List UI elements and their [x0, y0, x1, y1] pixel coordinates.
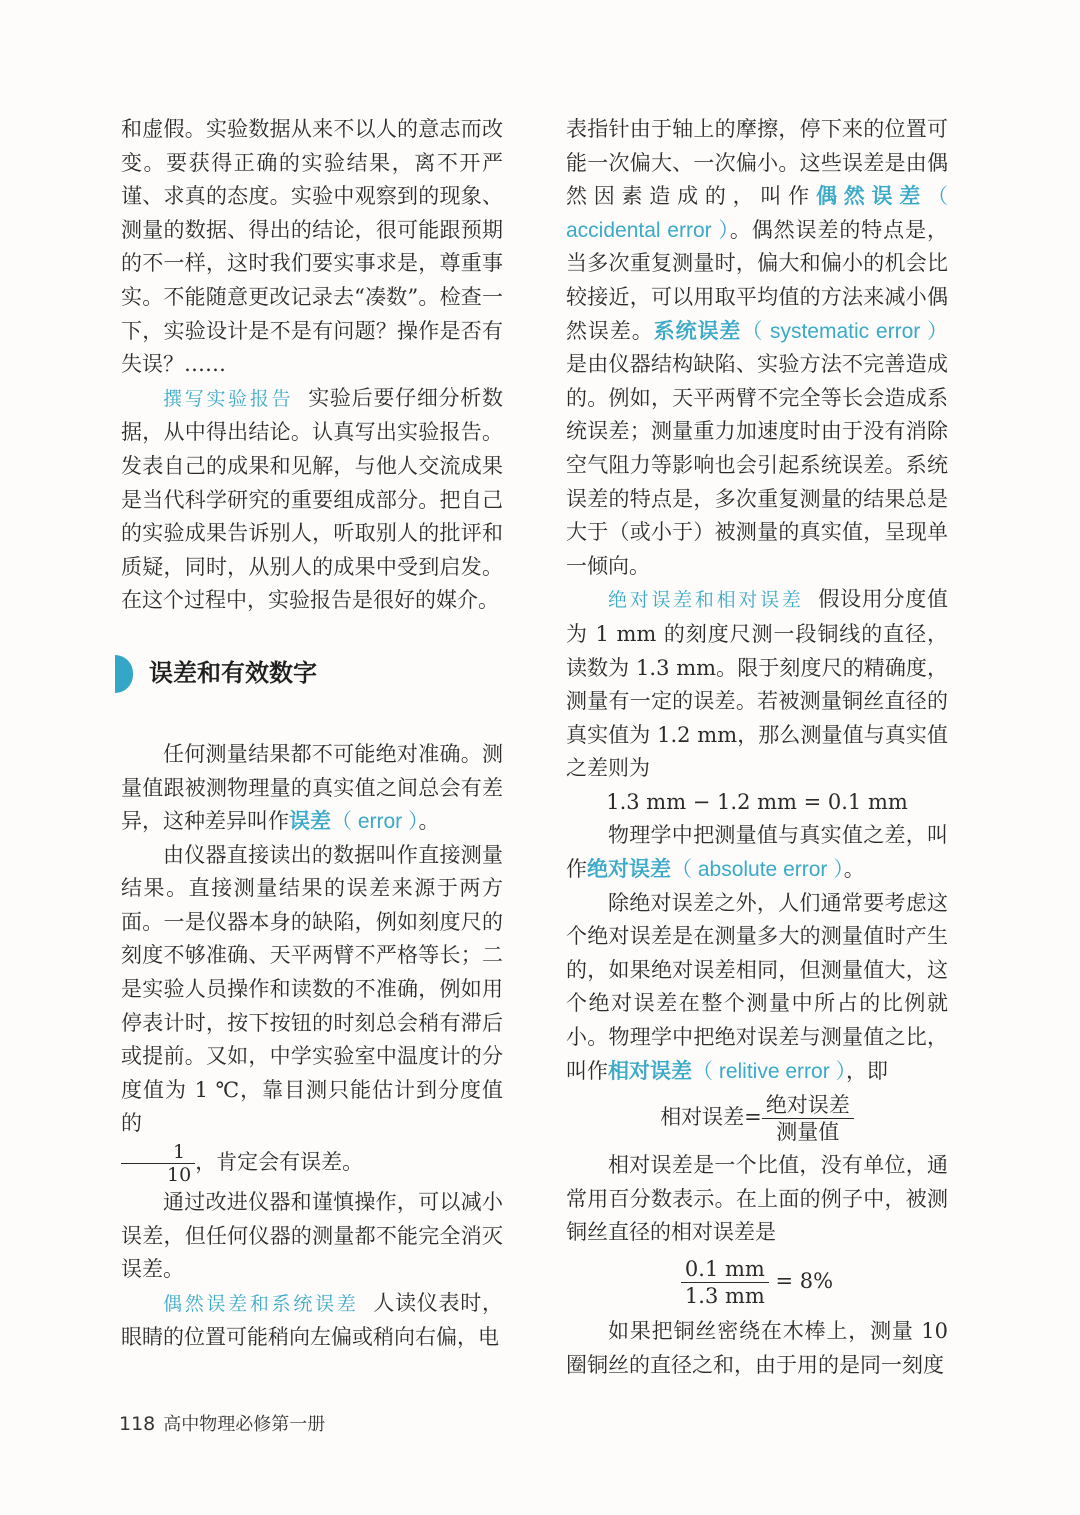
- section-heading: [115, 652, 503, 696]
- section-title: 误差和有效数字: [149, 659, 317, 688]
- book-title: 高中物理必修第一册: [163, 1414, 326, 1435]
- keyword-absolute-error: 绝对误差: [587, 857, 671, 882]
- text-span: 除绝对误差之外，人们通常要考虑这个绝对误差是在测量多大的测量值时产生的，如果绝对误差相同，但测量值大，这个绝对误差在整个测量中所占的比例就小。物理学中把绝对误差与测量值之比，叫作: [566, 890, 948, 1083]
- section-marker-icon: [115, 655, 133, 693]
- paragraph-error-def: [121, 738, 503, 839]
- equation-relative-error: [566, 1092, 948, 1145]
- keyword-accidental-error: 偶然误差: [815, 184, 928, 209]
- text-span: = 8%: [775, 1269, 834, 1293]
- keyword-accidental-error-en: （ accidental error ）: [566, 185, 949, 242]
- paragraph-direct-measure: [121, 839, 503, 1186]
- page-number: 118: [119, 1413, 156, 1435]
- equation-percent: [566, 1256, 948, 1309]
- fraction-relative: [762, 1092, 854, 1145]
- text-span: 表指针由于轴上的摩擦，停下来的位置可能一次偏大、一次偏小。这些误差是由偶然因素造成的，叫作: [566, 117, 948, 209]
- paragraph-relative-def: [566, 887, 948, 1089]
- text-span: ，肯定会有误差。: [195, 1150, 364, 1175]
- subheading-absolute-relative: 绝对误差和相对误差: [608, 589, 804, 612]
- text-span: 。偶然误差的特点是，当多次重复测量时，偏大和偏小的机会比较接近，可以用取平均值的方法来减小偶然误差。: [566, 217, 949, 343]
- text-span: 。: [843, 857, 865, 882]
- text-span: 是由仪器结构缺陷、实验方法不完善造成的。例如，天平两臂不完全等长会造成系统误差；测量重力加速度时由于没有消除空气阻力等影响也会引起系统误差。系统误差的特点是，多次重复测量的结果总是大于（或小于）被测量的真实值，呈现单一倾向。: [566, 352, 948, 578]
- paragraph-report: [121, 382, 503, 618]
- fraction-numerator: 0.1 mm: [681, 1256, 769, 1283]
- fraction-denominator: 10: [167, 1164, 192, 1187]
- page-footer: [119, 1410, 325, 1436]
- keyword-error-en: （ error ）: [331, 810, 419, 834]
- paragraph-reduce-error: 通过改进仪器和谨慎操作，可以减小误差，但任何仪器的测量都不能完全消灭误差。: [121, 1190, 503, 1282]
- keyword-systematic-error: 系统误差: [653, 318, 742, 343]
- keyword-systematic-error-en: （ systematic error ）: [741, 319, 948, 343]
- fraction-percent: [681, 1256, 769, 1309]
- text-span: 。: [418, 809, 440, 834]
- paragraph-wire-wrap: 如果把铜丝密绕在木棒上，测量 10 圈铜丝的直径之和，由于用的是同一刻度: [566, 1319, 948, 1377]
- paragraph-random-error: [121, 1287, 503, 1355]
- fraction-denominator: 测量值: [776, 1120, 840, 1145]
- paragraph-error-types: [566, 113, 948, 583]
- subheading-report: 撰写实验报告: [163, 387, 294, 410]
- keyword-error: 误差: [289, 809, 331, 834]
- paragraph-intro: 和虚假。实验数据从来不以人的意志而改变。要获得正确的实验结果，离不开严谨、求真的态度。实验中观察到的现象、测量的数据、得出的结论，很可能跟预期的不一样，这时我们要实事求是，尊重事实。不能随意更改记录去“凑数”。检查一下，实验设计是不是有问题？操作是否有失误？……: [121, 117, 503, 377]
- report-text: 实验后要仔细分析数据，从中得出结论。认真写出实验报告。发表自己的成果和见解，与他人交流成果是当代科学研究的重要组成部分。把自己的实验成果告诉别人，听取别人的批评和质疑，同时，从别人的成果中受到启发。在这个过程中，实验报告是很好的媒介。: [121, 385, 503, 613]
- paragraph-relative-unit: 相对误差是一个比值，没有单位，通常用百分数表示。在上面的例子中，被测铜丝直径的相对误差是: [566, 1153, 948, 1245]
- fraction-numerator: 1: [121, 1141, 195, 1164]
- keyword-relative-error: 相对误差: [608, 1058, 692, 1083]
- text-span: ，即: [846, 1058, 889, 1083]
- fraction-numerator: 绝对误差: [762, 1092, 854, 1119]
- left-column: [121, 113, 503, 1355]
- keyword-absolute-error-en: （ absolute error ）: [671, 858, 844, 882]
- fraction-denominator: 1.3 mm: [684, 1284, 765, 1308]
- subheading-random-error: 偶然误差和系统误差: [163, 1292, 359, 1315]
- text-span: 假设用分度值为 1 mm 的刻度尺测一段铜线的直径，读数为 1.3 mm。限于刻度尺的精确度，测量有一定的误差。若被测量铜丝直径的真实值为 1.2 mm，那么测量值与真实值之差则为: [566, 587, 948, 781]
- paragraph-absolute-relative: [566, 583, 948, 786]
- equation-difference: 1.3 mm − 1.2 mm = 0.1 mm: [606, 789, 908, 814]
- text-span: 由仪器直接读出的数据叫作直接测量结果。直接测量结果的误差来源于两方面。一是仪器本身的缺陷，例如刻度尺的刻度不够准确、天平两臂不严格等长；二是实验人员操作和读数的不准确，例如用停表计时，按下按钮的时刻总会稍有滞后或提前。又如，中学实验室中温度计的分度值为 1 ℃，靠目测只能估计到分度值的: [121, 842, 503, 1136]
- text-span: 任何测量结果都不可能绝对准确。测量值跟被测物理量的真实值之间总会有差异，这种差异叫作: [121, 741, 503, 834]
- fraction-one-tenth: [121, 1141, 195, 1186]
- keyword-relative-error-en: （ relitive error ）: [692, 1059, 847, 1083]
- paragraph-absolute-def: [566, 819, 948, 886]
- text-span: 相对误差=: [660, 1105, 762, 1130]
- text-span: 物理学中把测量值与真实值之差，叫作: [566, 823, 948, 882]
- text-span: 人读仪表时，眼睛的位置可能稍向左偏或稍向右偏，电: [121, 1290, 503, 1350]
- right-column: [566, 113, 948, 1382]
